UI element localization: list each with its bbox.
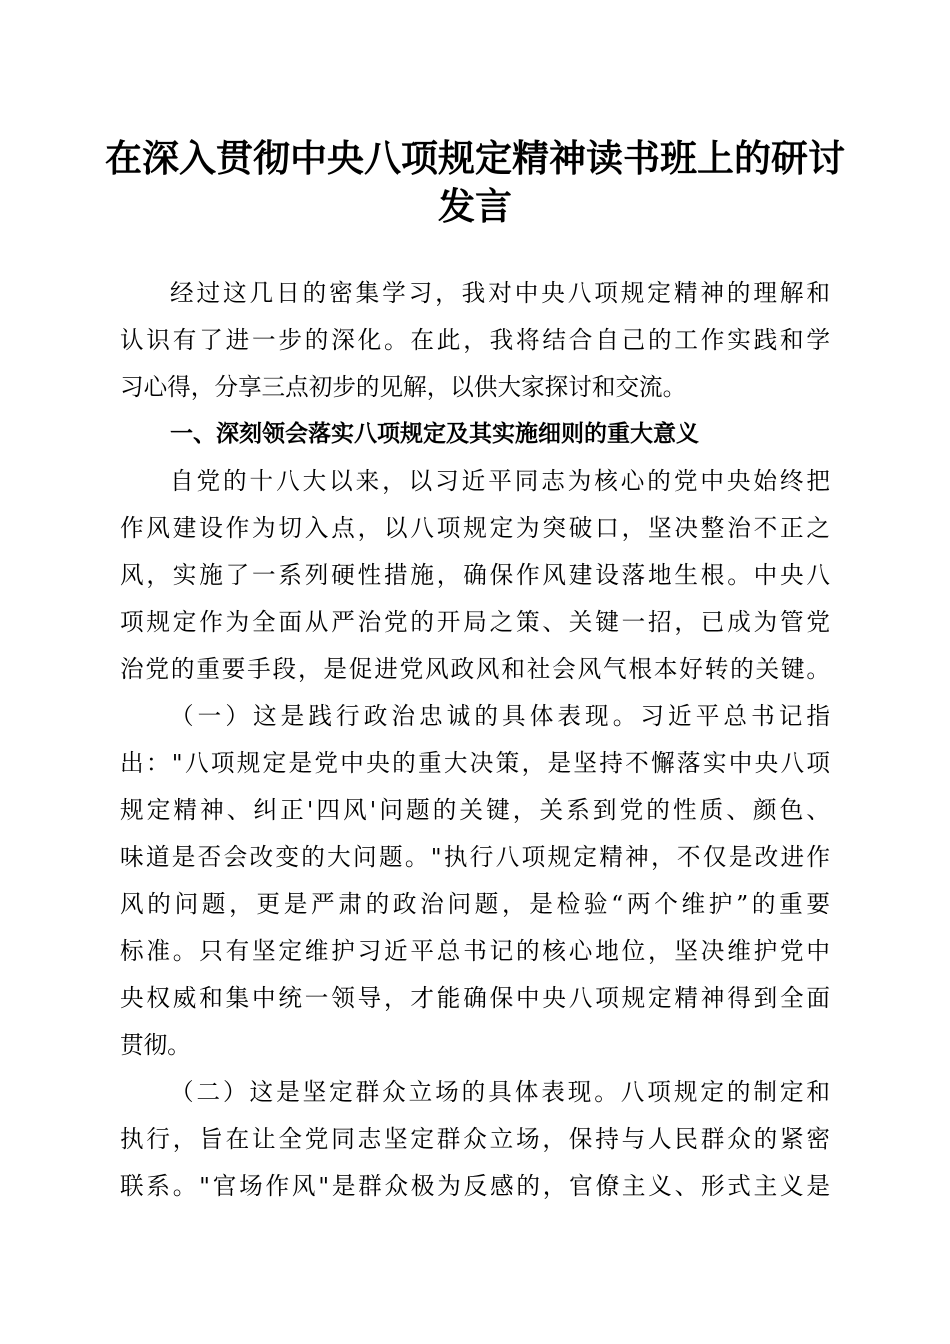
paragraph-line: （二）这是坚定群众立场的具体表现。八项规定的制定和 xyxy=(170,1078,830,1106)
section-heading: 一、深刻领会落实八项规定及其实施细则的重大意义 xyxy=(170,421,699,447)
paragraph-line: 贯彻。 xyxy=(120,1031,191,1059)
paragraph-line: 风，实施了一系列硬性措施，确保作风建设落地生根。中央八 xyxy=(120,561,830,589)
paragraph-line: 央权威和集中统一领导，才能确保中央八项规定精神得到全面 xyxy=(120,984,830,1012)
paragraph-line: （一）这是践行政治忠诚的具体表现。习近平总书记指 xyxy=(170,702,830,730)
document-title-line-1: 在深入贯彻中央八项规定精神读书班上的研讨 xyxy=(105,136,845,180)
paragraph-line: 认识有了进一步的深化。在此，我将结合自己的工作实践和学 xyxy=(120,326,830,354)
paragraph-line: 味道是否会改变的大问题。"执行八项规定精神，不仅是改进作 xyxy=(120,843,830,871)
paragraph-line: 规定精神、纠正'四风'问题的关键，关系到党的性质、颜色、 xyxy=(120,796,830,824)
paragraph-line: 作风建设作为切入点，以八项规定为突破口，坚决整治不正之 xyxy=(120,514,830,542)
paragraph-line: 出："八项规定是党中央的重大决策，是坚持不懈落实中央八项 xyxy=(120,749,830,777)
paragraph-line: 治党的重要手段，是促进党风政风和社会风气根本好转的关键。 xyxy=(120,655,830,683)
paragraph-line: 联系。"官场作风"是群众极为反感的，官僚主义、形式主义是 xyxy=(120,1172,830,1200)
paragraph-line: 经过这几日的密集学习，我对中央八项规定精神的理解和 xyxy=(170,279,830,307)
paragraph-line: 自党的十八大以来，以习近平同志为核心的党中央始终把 xyxy=(170,467,830,495)
paragraph-line: 标准。只有坚定维护习近平总书记的核心地位，坚决维护党中 xyxy=(120,937,830,965)
paragraph-line: 执行，旨在让全党同志坚定群众立场，保持与人民群众的紧密 xyxy=(120,1125,830,1153)
paragraph-line: 习心得，分享三点初步的见解，以供大家探讨和交流。 xyxy=(120,373,687,401)
paragraph-line: 项规定作为全面从严治党的开局之策、关键一招，已成为管党 xyxy=(120,608,830,636)
document-title-line-2: 发言 xyxy=(438,184,512,228)
paragraph-line: 风的问题，更是严肃的政治问题，是检验“两个维护”的重要 xyxy=(120,890,830,918)
